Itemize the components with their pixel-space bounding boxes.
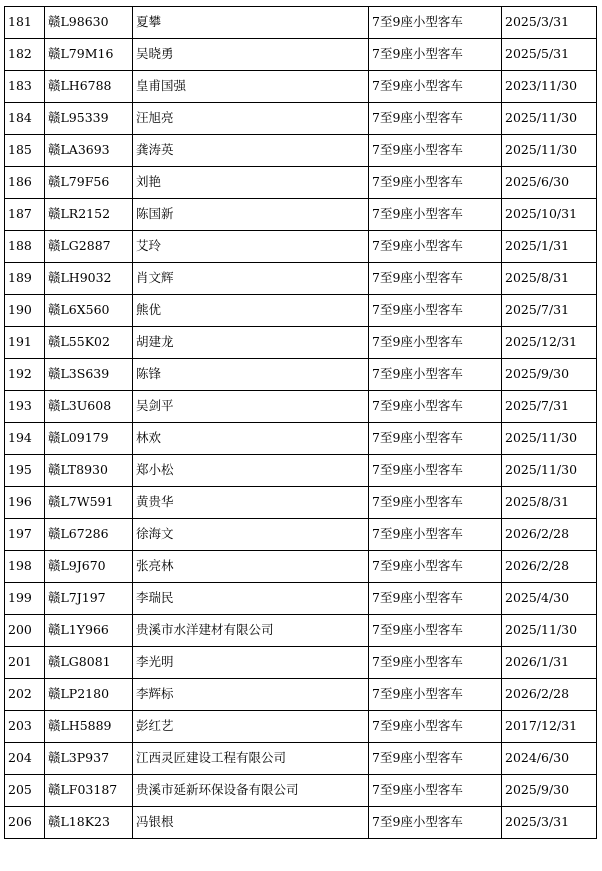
plate-number-cell: 赣LH9032 <box>45 263 133 295</box>
table-row <box>5 71 597 103</box>
table-row <box>5 391 597 423</box>
row-number-cell: 181 <box>5 7 45 39</box>
row-number-cell: 200 <box>5 615 45 647</box>
owner-cell: 徐海文 <box>133 519 369 551</box>
table-row <box>5 743 597 775</box>
row-number-cell: 187 <box>5 199 45 231</box>
owner-cell: 吴晓勇 <box>133 39 369 71</box>
plate-number-cell: 赣LP2180 <box>45 679 133 711</box>
table-row <box>5 647 597 679</box>
table-row <box>5 455 597 487</box>
table-row <box>5 199 597 231</box>
owner-cell: 江西灵匠建设工程有限公司 <box>133 743 369 775</box>
table-row <box>5 583 597 615</box>
table-row <box>5 423 597 455</box>
owner-cell: 李辉标 <box>133 679 369 711</box>
row-number-cell: 195 <box>5 455 45 487</box>
row-number-cell: 189 <box>5 263 45 295</box>
expiry-date-cell: 2025/11/30 <box>502 103 597 135</box>
owner-cell: 林欢 <box>133 423 369 455</box>
plate-number-cell: 赣L09179 <box>45 423 133 455</box>
plate-number-cell: 赣LA3693 <box>45 135 133 167</box>
table-row <box>5 615 597 647</box>
vehicle-type-cell: 7至9座小型客车 <box>369 615 502 647</box>
owner-cell: 艾玲 <box>133 231 369 263</box>
vehicle-type-cell: 7至9座小型客车 <box>369 39 502 71</box>
vehicle-type-cell: 7至9座小型客车 <box>369 359 502 391</box>
vehicle-type-cell: 7至9座小型客车 <box>369 103 502 135</box>
owner-cell: 贵溪市延新环保设备有限公司 <box>133 775 369 807</box>
row-number-cell: 193 <box>5 391 45 423</box>
table-row <box>5 551 597 583</box>
owner-cell: 夏攀 <box>133 7 369 39</box>
owner-cell: 黄贵华 <box>133 487 369 519</box>
row-number-cell: 182 <box>5 39 45 71</box>
owner-cell: 皇甫国强 <box>133 71 369 103</box>
expiry-date-cell: 2026/2/28 <box>502 551 597 583</box>
expiry-date-cell: 2026/2/28 <box>502 519 597 551</box>
table-row <box>5 7 597 39</box>
owner-cell: 肖文辉 <box>133 263 369 295</box>
expiry-date-cell: 2025/1/31 <box>502 231 597 263</box>
row-number-cell: 196 <box>5 487 45 519</box>
vehicle-type-cell: 7至9座小型客车 <box>369 167 502 199</box>
owner-cell: 吴剑平 <box>133 391 369 423</box>
plate-number-cell: 赣L3U608 <box>45 391 133 423</box>
expiry-date-cell: 2025/9/30 <box>502 775 597 807</box>
row-number-cell: 186 <box>5 167 45 199</box>
table-row <box>5 263 597 295</box>
row-number-cell: 202 <box>5 679 45 711</box>
table-row <box>5 775 597 807</box>
plate-number-cell: 赣LF03187 <box>45 775 133 807</box>
table-row <box>5 807 597 839</box>
owner-cell: 冯银根 <box>133 807 369 839</box>
expiry-date-cell: 2025/3/31 <box>502 807 597 839</box>
vehicle-type-cell: 7至9座小型客车 <box>369 231 502 263</box>
plate-number-cell: 赣L79F56 <box>45 167 133 199</box>
plate-number-cell: 赣L9J670 <box>45 551 133 583</box>
row-number-cell: 205 <box>5 775 45 807</box>
row-number-cell: 203 <box>5 711 45 743</box>
owner-cell: 李光明 <box>133 647 369 679</box>
plate-number-cell: 赣L55K02 <box>45 327 133 359</box>
expiry-date-cell: 2025/4/30 <box>502 583 597 615</box>
vehicle-type-cell: 7至9座小型客车 <box>369 391 502 423</box>
owner-cell: 胡建龙 <box>133 327 369 359</box>
table-row <box>5 679 597 711</box>
row-number-cell: 184 <box>5 103 45 135</box>
row-number-cell: 190 <box>5 295 45 327</box>
row-number-cell: 198 <box>5 551 45 583</box>
expiry-date-cell: 2025/3/31 <box>502 7 597 39</box>
table-row <box>5 359 597 391</box>
plate-number-cell: 赣L1Y966 <box>45 615 133 647</box>
plate-number-cell: 赣L95339 <box>45 103 133 135</box>
owner-cell: 李瑞民 <box>133 583 369 615</box>
plate-number-cell: 赣LH5889 <box>45 711 133 743</box>
vehicle-type-cell: 7至9座小型客车 <box>369 423 502 455</box>
expiry-date-cell: 2025/9/30 <box>502 359 597 391</box>
vehicle-type-cell: 7至9座小型客车 <box>369 679 502 711</box>
plate-number-cell: 赣LG8081 <box>45 647 133 679</box>
expiry-date-cell: 2026/2/28 <box>502 679 597 711</box>
plate-number-cell: 赣L3S639 <box>45 359 133 391</box>
expiry-date-cell: 2025/7/31 <box>502 295 597 327</box>
row-number-cell: 201 <box>5 647 45 679</box>
plate-number-cell: 赣L7W591 <box>45 487 133 519</box>
owner-cell: 张亮林 <box>133 551 369 583</box>
row-number-cell: 188 <box>5 231 45 263</box>
vehicle-type-cell: 7至9座小型客车 <box>369 263 502 295</box>
table-row <box>5 231 597 263</box>
vehicle-type-cell: 7至9座小型客车 <box>369 775 502 807</box>
row-number-cell: 197 <box>5 519 45 551</box>
plate-number-cell: 赣L3P937 <box>45 743 133 775</box>
vehicle-type-cell: 7至9座小型客车 <box>369 519 502 551</box>
vehicle-type-cell: 7至9座小型客车 <box>369 295 502 327</box>
table-row <box>5 487 597 519</box>
table-row <box>5 327 597 359</box>
expiry-date-cell: 2025/8/31 <box>502 263 597 295</box>
expiry-date-cell: 2023/11/30 <box>502 71 597 103</box>
vehicle-type-cell: 7至9座小型客车 <box>369 711 502 743</box>
table-row <box>5 103 597 135</box>
vehicle-type-cell: 7至9座小型客车 <box>369 647 502 679</box>
table-row <box>5 167 597 199</box>
owner-cell: 陈锋 <box>133 359 369 391</box>
row-number-cell: 185 <box>5 135 45 167</box>
plate-number-cell: 赣L7J197 <box>45 583 133 615</box>
vehicle-type-cell: 7至9座小型客车 <box>369 583 502 615</box>
expiry-date-cell: 2025/6/30 <box>502 167 597 199</box>
vehicle-type-cell: 7至9座小型客车 <box>369 455 502 487</box>
table-row <box>5 519 597 551</box>
expiry-date-cell: 2026/1/31 <box>502 647 597 679</box>
expiry-date-cell: 2025/7/31 <box>502 391 597 423</box>
expiry-date-cell: 2024/6/30 <box>502 743 597 775</box>
owner-cell: 郑小松 <box>133 455 369 487</box>
vehicle-type-cell: 7至9座小型客车 <box>369 7 502 39</box>
vehicle-type-cell: 7至9座小型客车 <box>369 71 502 103</box>
row-number-cell: 192 <box>5 359 45 391</box>
plate-number-cell: 赣L6X560 <box>45 295 133 327</box>
row-number-cell: 191 <box>5 327 45 359</box>
table-row <box>5 295 597 327</box>
vehicle-type-cell: 7至9座小型客车 <box>369 327 502 359</box>
vehicle-type-cell: 7至9座小型客车 <box>369 743 502 775</box>
table-row <box>5 711 597 743</box>
owner-cell: 龚涛英 <box>133 135 369 167</box>
row-number-cell: 206 <box>5 807 45 839</box>
vehicle-type-cell: 7至9座小型客车 <box>369 487 502 519</box>
expiry-date-cell: 2025/12/31 <box>502 327 597 359</box>
row-number-cell: 204 <box>5 743 45 775</box>
vehicle-table-body <box>5 7 597 839</box>
plate-number-cell: 赣L67286 <box>45 519 133 551</box>
plate-number-cell: 赣LH6788 <box>45 71 133 103</box>
plate-number-cell: 赣LT8930 <box>45 455 133 487</box>
owner-cell: 陈国新 <box>133 199 369 231</box>
expiry-date-cell: 2025/11/30 <box>502 423 597 455</box>
table-row <box>5 39 597 71</box>
expiry-date-cell: 2025/11/30 <box>502 455 597 487</box>
vehicle-type-cell: 7至9座小型客车 <box>369 807 502 839</box>
owner-cell: 汪旭亮 <box>133 103 369 135</box>
table-row <box>5 135 597 167</box>
plate-number-cell: 赣LG2887 <box>45 231 133 263</box>
row-number-cell: 183 <box>5 71 45 103</box>
expiry-date-cell: 2025/11/30 <box>502 135 597 167</box>
plate-number-cell: 赣L79M16 <box>45 39 133 71</box>
row-number-cell: 199 <box>5 583 45 615</box>
plate-number-cell: 赣L18K23 <box>45 807 133 839</box>
owner-cell: 熊优 <box>133 295 369 327</box>
vehicle-type-cell: 7至9座小型客车 <box>369 551 502 583</box>
expiry-date-cell: 2025/8/31 <box>502 487 597 519</box>
plate-number-cell: 赣L98630 <box>45 7 133 39</box>
expiry-date-cell: 2025/11/30 <box>502 615 597 647</box>
plate-number-cell: 赣LR2152 <box>45 199 133 231</box>
vehicle-table <box>4 6 597 839</box>
vehicle-type-cell: 7至9座小型客车 <box>369 135 502 167</box>
owner-cell: 彭红艺 <box>133 711 369 743</box>
expiry-date-cell: 2017/12/31 <box>502 711 597 743</box>
row-number-cell: 194 <box>5 423 45 455</box>
expiry-date-cell: 2025/5/31 <box>502 39 597 71</box>
owner-cell: 刘艳 <box>133 167 369 199</box>
expiry-date-cell: 2025/10/31 <box>502 199 597 231</box>
vehicle-type-cell: 7至9座小型客车 <box>369 199 502 231</box>
owner-cell: 贵溪市水洋建材有限公司 <box>133 615 369 647</box>
